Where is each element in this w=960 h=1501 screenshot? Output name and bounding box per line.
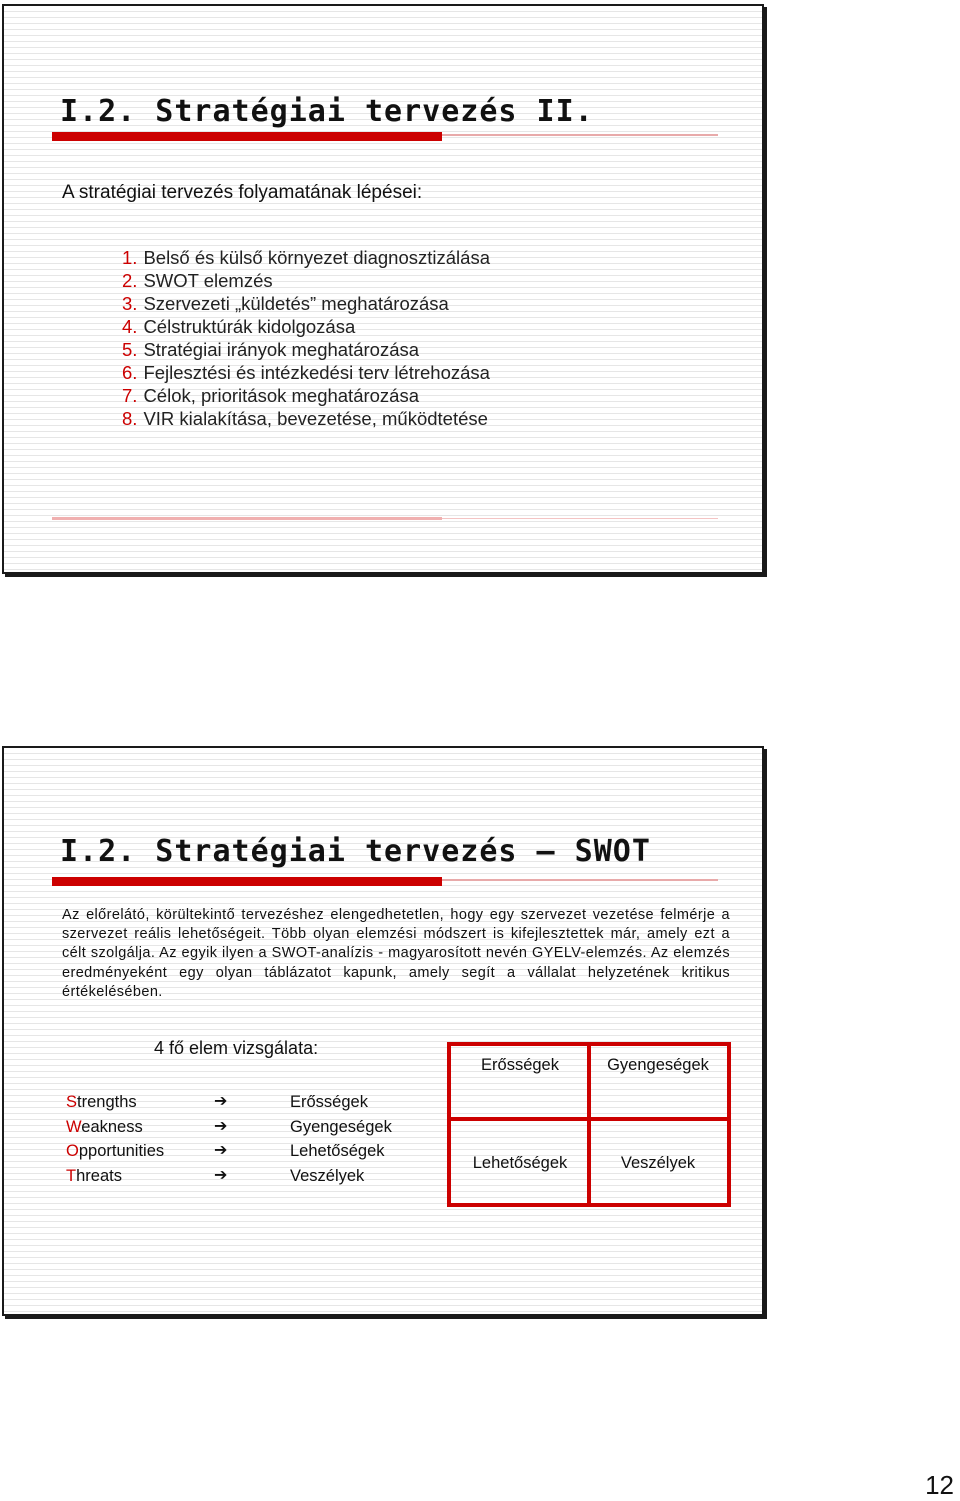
title-divider (442, 879, 718, 881)
list-item (122, 338, 490, 361)
list-item (66, 1115, 392, 1140)
list-item (122, 292, 490, 315)
swot-term-rest: hreats (76, 1166, 122, 1185)
step-number: 1. (122, 247, 138, 268)
swot-term-rest: eakness (81, 1117, 143, 1136)
step-number: 4. (122, 316, 138, 337)
step-text: SWOT elemzés (143, 270, 273, 291)
right-arrow-icon: ➔ (214, 1117, 228, 1135)
step-text: Célstruktúrák kidolgozása (143, 316, 356, 337)
step-number: 7. (122, 385, 138, 406)
matrix-cell-opportunities: Lehetőségek (472, 1154, 568, 1173)
swot-description: Az előrelátó, körültekintő tervezéshez elengedhetetlen, hogy egy szervezet vezetése felmérje a szervezet reális lehetőségeit. Több olyan elemzési módszert is kifejlesztettek már, amely ezt a célt szolgálja. Az egyik ilyen a SWOT-analízis - magyarosított nevén GYELV-elemzés. Az elemzés eredményeként egy olyan táblázatot kapunk, amely segít a vállalat helyzetének kritikus értékelésében. (62, 907, 730, 1000)
swot-hungarian: Gyengeségek (290, 1117, 392, 1136)
swot-initial: T (66, 1166, 77, 1185)
intro-text: A stratégiai tervezés folyamatának lépései: (62, 182, 423, 203)
step-number: 5. (122, 339, 138, 360)
step-number: 2. (122, 270, 138, 291)
swot-hungarian: Lehetőségek (290, 1142, 385, 1160)
slide-2-title: I.2. Stratégiai tervezés – SWOT (60, 834, 651, 869)
title-accent-bar (52, 132, 442, 141)
step-text: Fejlesztési és intézkedési terv létrehozása (143, 362, 490, 383)
right-arrow-icon: ➔ (214, 1166, 228, 1184)
list-item (122, 384, 490, 407)
swot-hungarian: Veszélyek (290, 1166, 365, 1185)
swot-matrix (447, 1042, 731, 1207)
swot-initial: W (66, 1117, 82, 1136)
step-text: Stratégiai irányok meghatározása (143, 339, 420, 360)
list-item (122, 246, 490, 269)
right-arrow-icon: ➔ (214, 1093, 228, 1110)
step-number: 8. (122, 408, 138, 429)
step-text: Szervezeti „küldetés” meghatározása (143, 293, 449, 314)
matrix-horizontal-divider (451, 1117, 727, 1121)
title-divider (442, 134, 718, 136)
slide-1-title: I.2. Stratégiai tervezés II. (60, 94, 594, 129)
elements-heading: 4 fő elem vizsgálata: (154, 1038, 319, 1058)
title-accent-bar (52, 877, 442, 886)
swot-term-rest: pportunities (78, 1142, 165, 1160)
step-number: 3. (122, 293, 138, 314)
footer-accent-bar (52, 517, 442, 520)
page-number: 12 (925, 1470, 954, 1500)
steps-list (122, 246, 490, 430)
swot-initial: S (66, 1093, 78, 1111)
swot-hungarian: Erősségek (290, 1093, 368, 1111)
list-item (66, 1090, 368, 1115)
list-item (122, 269, 490, 292)
slide-2 (2, 746, 764, 1316)
list-item (66, 1139, 385, 1164)
footer-divider (442, 518, 718, 519)
list-item (66, 1164, 365, 1189)
step-text: Belső és külső környezet diagnosztizálása (143, 247, 490, 268)
step-text: Célok, prioritások meghatározása (143, 385, 420, 406)
matrix-cell-threats: Veszélyek (620, 1154, 696, 1173)
step-number: 6. (122, 362, 138, 383)
swot-term-rest: trengths (77, 1093, 137, 1111)
list-item (122, 407, 490, 430)
list-item (122, 315, 490, 338)
matrix-vertical-divider (587, 1046, 591, 1203)
swot-list (66, 1090, 392, 1188)
matrix-cell-strengths: Erősségek (481, 1056, 559, 1074)
matrix-cell-weaknesses: Gyengeségek (607, 1056, 709, 1074)
right-arrow-icon: ➔ (214, 1142, 228, 1159)
list-item (122, 361, 490, 384)
swot-initial: O (66, 1142, 79, 1160)
step-text: VIR kialakítása, bevezetése, működtetése (143, 408, 488, 429)
slide-1 (2, 4, 764, 574)
